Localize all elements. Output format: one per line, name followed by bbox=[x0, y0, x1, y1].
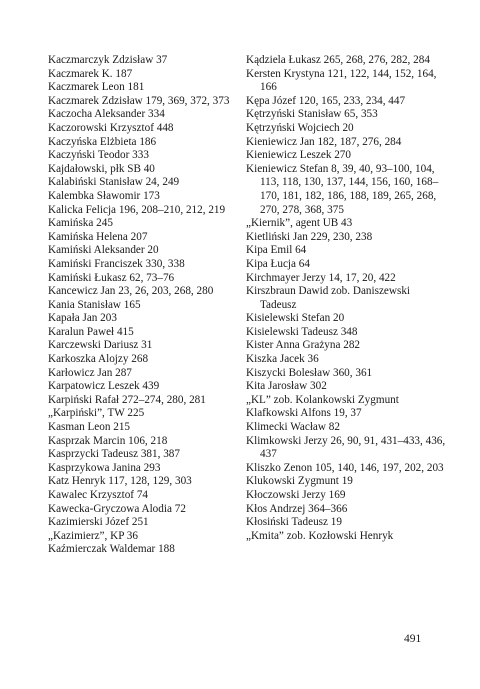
index-entry: Kawecka-Gryczowa Alodia 72 bbox=[48, 502, 186, 515]
index-entry: Kaczorowski Krzysztof 448 bbox=[48, 121, 174, 134]
index-entry: Kisielewski Stefan 20 bbox=[246, 312, 345, 325]
index-entry: Kliszko Zenon 105, 140, 146, 197, 202, 203 bbox=[246, 461, 444, 474]
index-entry: Kaczmarek Zdzisław 179, 369, 372, 373 bbox=[48, 94, 230, 107]
index-entry: Kietliński Jan 229, 230, 238 bbox=[246, 230, 373, 243]
index-entry: Karczewski Dariusz 31 bbox=[48, 339, 153, 352]
index-column-right bbox=[246, 54, 446, 543]
index-entry: Kamiński Franciszek 330, 338 bbox=[48, 257, 185, 270]
index-entry: Kamińska Helena 207 bbox=[48, 230, 148, 243]
index-entry: Kaczmarek Leon 181 bbox=[48, 81, 145, 94]
index-entry: „Karpiński”, TW 225 bbox=[48, 407, 145, 420]
index-entry: Kasman Leon 215 bbox=[48, 421, 131, 434]
index-entry: Kalabiński Stanisław 24, 249 bbox=[48, 176, 180, 189]
index-entry: Kania Stanisław 165 bbox=[48, 298, 141, 311]
index-entry: Kiszycki Bolesław 360, 361 bbox=[246, 366, 373, 379]
index-entry: Klafkowski Alfons 19, 37 bbox=[246, 407, 362, 420]
index-entry: Kister Anna Grażyna 282 bbox=[246, 339, 361, 352]
index-entry: Kępa Józef 120, 165, 233, 234, 447 bbox=[246, 94, 406, 107]
index-entry: Kętrzyński Stanisław 65, 353 bbox=[246, 108, 378, 121]
index-entry: Kieniewicz Leszek 270 bbox=[246, 149, 351, 162]
index-entry: Kądziela Łukasz 265, 268, 276, 282, 284 bbox=[246, 54, 430, 66]
index-entry: „Kazimierz”, KP 36 bbox=[48, 529, 138, 542]
index-entry: Kaźmierczak Waldemar 188 bbox=[48, 543, 175, 556]
index-entry: Kasprzykowa Janina 293 bbox=[48, 461, 161, 474]
index-entry: „Kiernik”, agent UB 43 bbox=[246, 217, 353, 230]
index-entry: „KL” zob. Kolankowski Zygmunt bbox=[246, 393, 399, 406]
index-entry: Kamiński Aleksander 20 bbox=[48, 244, 159, 257]
index-entry: Kirszbraun Dawid zob. Daniszewski Tadeusz bbox=[246, 285, 411, 311]
index-entry: Kisielewski Tadeusz 348 bbox=[246, 325, 358, 338]
index-entry: Kamińska 245 bbox=[48, 217, 113, 230]
index-entry: Karpiński Rafał 272–274, 280, 281 bbox=[48, 393, 206, 406]
index-entry: Kazimierski Józef 251 bbox=[48, 516, 149, 529]
index-entry: Kipa Emil 64 bbox=[246, 244, 307, 257]
index-entry: Kieniewicz Stefan 8, 39, 40, 93–100, 104, 113, 118, 130, 137, 144, 156, 160, 168–170, 181, 182, 186, 188, 189, 265, 268, 270, 278, 368, 375 bbox=[246, 162, 439, 216]
index-entry: Katz Henryk 117, 128, 129, 303 bbox=[48, 475, 192, 488]
index-entry: Kłoczowski Jerzy 169 bbox=[246, 489, 346, 501]
index-entry: Klimkowski Jerzy 26, 90, 91, 431–433, 436, 437 bbox=[246, 434, 446, 461]
index-entry: Kasprzak Marcin 106, 218 bbox=[48, 434, 168, 447]
index-entry: Kaczmarczyk Zdzisław 37 bbox=[48, 54, 168, 66]
index-entry: Karpatowicz Leszek 439 bbox=[48, 380, 160, 393]
index-entry: Kirchmayer Jerzy 14, 17, 20, 422 bbox=[246, 271, 396, 284]
index-entry: Kapała Jan 203 bbox=[48, 312, 117, 325]
index-entry: Kiszka Jacek 36 bbox=[246, 353, 319, 366]
index-entry: Klimecki Wacław 82 bbox=[246, 421, 340, 434]
index-entry: Kamiński Łukasz 62, 73–76 bbox=[48, 271, 175, 284]
index-entry: Kita Jarosław 302 bbox=[246, 380, 327, 393]
index-entry: Kłos Andrzej 364–366 bbox=[246, 502, 348, 515]
index-entry: Karkoszka Alojzy 268 bbox=[48, 353, 149, 366]
index-entry: Kaczyński Teodor 333 bbox=[48, 149, 149, 162]
index-entry: Kancewicz Jan 23, 26, 203, 268, 280 bbox=[48, 285, 214, 298]
index-entry: Kalicka Felicja 196, 208–210, 212, 219 bbox=[48, 203, 226, 216]
index-entry: Kalembka Sławomir 173 bbox=[48, 189, 160, 202]
index-entry: Kętrzyński Wojciech 20 bbox=[246, 121, 354, 134]
index-entry: Kawalec Krzysztof 74 bbox=[48, 489, 149, 501]
index-entry: Klukowski Zygmunt 19 bbox=[246, 475, 353, 488]
index-entry: Kłosiński Tadeusz 19 bbox=[246, 516, 342, 529]
index-entry: Kaczyńska Elżbieta 186 bbox=[48, 135, 157, 148]
index-column-left bbox=[48, 54, 248, 557]
index-entry: Kaczocha Aleksander 334 bbox=[48, 108, 165, 121]
index-entry: Karalun Paweł 415 bbox=[48, 325, 134, 338]
index-entry: Kaczmarek K. 187 bbox=[48, 67, 133, 80]
index-entry: Kasprzycki Tadeusz 381, 387 bbox=[48, 448, 180, 461]
index-entry: „Kmita” zob. Kozłowski Henryk bbox=[246, 529, 394, 542]
index-entry: Kieniewicz Jan 182, 187, 276, 284 bbox=[246, 135, 402, 148]
page-number: 491 bbox=[404, 633, 422, 645]
index-entry: Kersten Krystyna 121, 122, 144, 152, 164, 166 bbox=[246, 67, 437, 94]
index-entry: Kipa Łucja 64 bbox=[246, 257, 310, 270]
index-entry: Kajdałowski, płk SB 40 bbox=[48, 162, 155, 175]
index-entry: Karłowicz Jan 287 bbox=[48, 366, 132, 379]
